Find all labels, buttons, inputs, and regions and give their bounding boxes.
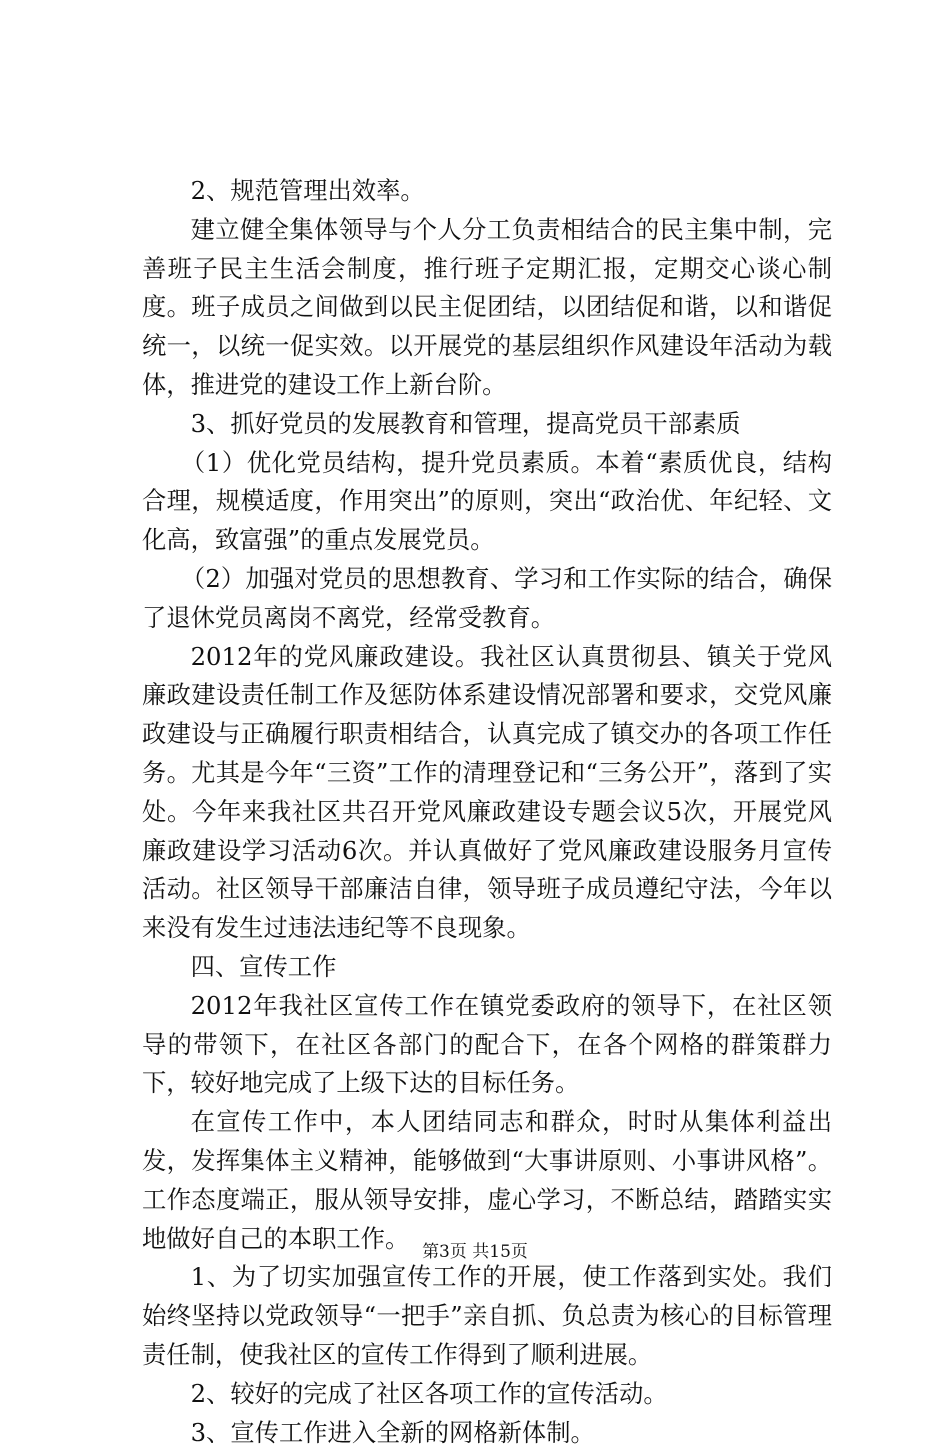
paragraph-publicity-item-2: 2、较好的完成了社区各项工作的宣传活动。 xyxy=(142,1375,832,1414)
paragraph-member-structure: （1）优化党员结构，提升党员素质。本着“素质优良，结构合理，规模适度，作用突出”的原则，突出“政治优、年纪轻、文化高，致富强”的重点发展党员。 xyxy=(142,444,832,560)
paragraph-leadership-system: 建立健全集体领导与个人分工负责相结合的民主集中制，完善班子民主生活会制度，推行班子定期汇报，定期交心谈心制度。班子成员之间做到以民主促团结，以团结促和谐，以和谐促统一，以统一促实效。以开展党的基层组织作风建设年活动为载体，推进党的建设工作上新台阶。 xyxy=(142,211,832,405)
paragraph-publicity-attitude: 在宣传工作中，本人团结同志和群众，时时从集体利益出发，发挥集体主义精神，能够做到“大事讲原则、小事讲风格”。工作态度端正，服从领导安排，虚心学习，不断总结，踏踏实实地做好自己的本职工作。 xyxy=(142,1103,832,1258)
paragraph-heading-publicity: 四、宣传工作 xyxy=(142,948,832,987)
paragraph-anti-corruption: 2012年的党风廉政建设。我社区认真贯彻县、镇关于党风廉政建设责任制工作及惩防体系建设情况部署和要求，交党风廉政建设与正确履行职责相结合，认真完成了镇交办的各项工作任务。尤其是今年“三资”工作的清理登记和“三务公开”，落到了实处。今年来我社区共召开党风廉政建设专题会议5次，开展党风廉政建设学习活动6次。并认真做好了党风廉政建设服务月宣传活动。社区领导干部廉洁自律，领导班子成员遵纪守法，今年以来没有发生过违法违纪等不良现象。 xyxy=(142,638,832,948)
paragraph-heading-management: 2、规范管理出效率。 xyxy=(142,172,832,211)
page-number-label: 第3页 共15页 xyxy=(422,1242,528,1262)
paragraph-publicity-item-3: 3、宣传工作进入全新的网格新体制。 xyxy=(142,1414,832,1452)
paragraph-publicity-overview: 2012年我社区宣传工作在镇党委政府的领导下，在社区领导的带领下，在社区各部门的配合下，在各个网格的群策群力下，较好地完成了上级下达的目标任务。 xyxy=(142,987,832,1103)
paragraph-member-education: （2）加强对党员的思想教育、学习和工作实际的结合，确保了退休党员离岗不离党，经常受教育。 xyxy=(142,560,832,638)
paragraph-heading-party-members: 3、抓好党员的发展教育和管理，提高党员干部素质 xyxy=(142,405,832,444)
paragraph-publicity-item-1: 1、为了切实加强宣传工作的开展，使工作落到实处。我们始终坚持以党政领导“一把手”亲自抓、负总责为核心的目标管理责任制，使我社区的宣传工作得到了顺利进展。 xyxy=(142,1258,832,1374)
page-footer xyxy=(0,1240,950,1264)
